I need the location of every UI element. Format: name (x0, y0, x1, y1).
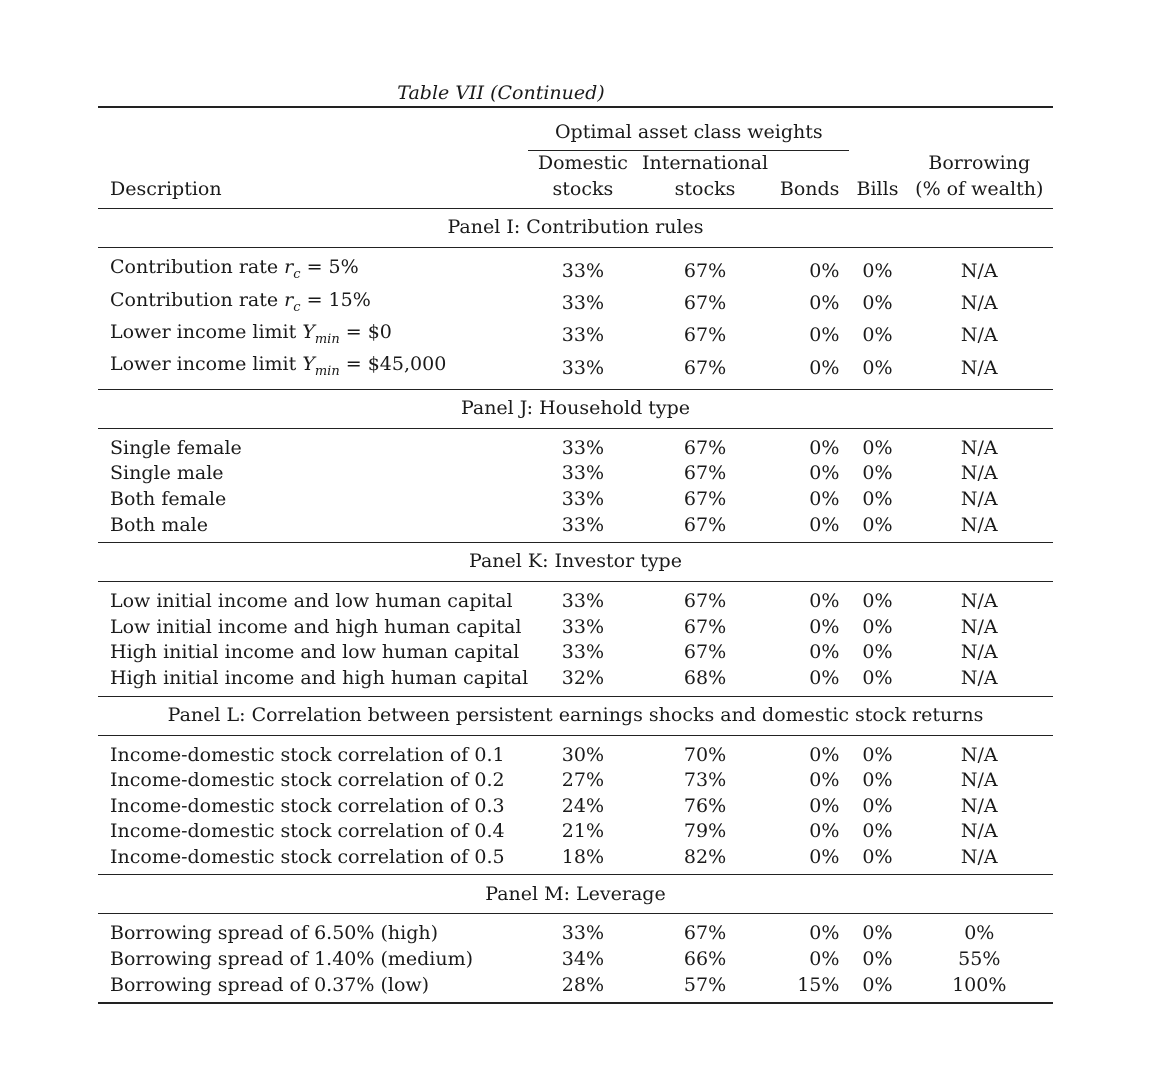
domestic-weight: 34% (561, 948, 604, 971)
borrowing-value: N/A (960, 259, 998, 282)
bills-weight: 0% (862, 324, 893, 347)
row-description: Single male (110, 462, 224, 485)
row-description: Both male (110, 513, 208, 536)
bills-weight: 0% (862, 615, 893, 638)
row-description (98, 248, 528, 288)
international-weight: 79% (683, 820, 727, 843)
row-description (98, 320, 528, 352)
table-row (98, 640, 1053, 666)
borrowing-value: N/A (960, 666, 998, 689)
international-weight: 67% (683, 324, 727, 347)
table-caption: Table VII (Continued) (397, 82, 605, 104)
bills-weight: 0% (862, 769, 893, 792)
borrowing-value: N/A (960, 590, 998, 613)
borrowing-value: N/A (960, 615, 998, 638)
col-header-borrowing: Borrowing (% of wealth) (915, 152, 1044, 200)
domestic-weight: 33% (561, 324, 604, 347)
table-row (98, 794, 1053, 820)
borrowing-value: N/A (960, 513, 998, 536)
international-weight: 67% (683, 487, 727, 510)
domestic-weight: 33% (561, 356, 604, 379)
table-row (98, 248, 1053, 288)
bonds-weight: 0% (809, 590, 840, 613)
international-weight: 67% (683, 590, 727, 613)
borrowing-value: N/A (960, 436, 998, 459)
col-header-bills: Bills (856, 177, 899, 200)
group-header: Optimal asset class weights (528, 107, 849, 151)
panel-title: Panel M: Leverage (485, 882, 666, 905)
bills-weight: 0% (862, 590, 893, 613)
table-row (98, 973, 1053, 1004)
table-row (98, 735, 1053, 768)
international-weight: 67% (683, 462, 727, 485)
description-text: Lower income limit (110, 353, 303, 376)
row-description: Low initial income and low human capital (110, 590, 513, 613)
borrowing-value: N/A (960, 845, 998, 868)
table-row (98, 666, 1053, 696)
bonds-weight: 0% (809, 513, 840, 536)
table-row (98, 487, 1053, 513)
borrowing-value: 100% (952, 973, 1007, 996)
domestic-weight: 33% (561, 590, 604, 613)
description-value: = $0 (339, 320, 392, 343)
bills-weight: 0% (862, 436, 893, 459)
table-row (98, 461, 1053, 487)
row-description: Income-domestic stock correlation of 0.3 (110, 794, 505, 817)
bills-weight: 0% (862, 462, 893, 485)
row-description: Borrowing spread of 6.50% (high) (110, 922, 439, 945)
col-header-description: Description (110, 177, 222, 200)
bills-weight: 0% (862, 666, 893, 689)
borrowing-value: N/A (960, 324, 998, 347)
results-table (98, 106, 1053, 1004)
col-header-international: International stocks (641, 152, 769, 200)
international-weight: 76% (683, 794, 727, 817)
international-weight: 57% (683, 973, 727, 996)
borrowing-value: N/A (960, 641, 998, 664)
domestic-weight: 33% (561, 487, 604, 510)
bills-weight: 0% (862, 291, 893, 314)
domestic-weight: 27% (561, 769, 604, 792)
domestic-weight: 32% (561, 666, 604, 689)
table-row (98, 947, 1053, 973)
international-weight: 66% (683, 948, 727, 971)
table-row (98, 288, 1053, 320)
international-weight: 67% (683, 615, 727, 638)
bills-weight: 0% (862, 845, 893, 868)
bonds-weight: 0% (809, 948, 840, 971)
description-value: = 15% (300, 288, 371, 311)
domestic-weight: 33% (561, 436, 604, 459)
international-weight: 67% (683, 259, 727, 282)
domestic-weight: 21% (561, 820, 604, 843)
international-weight: 82% (683, 845, 727, 868)
international-weight: 67% (683, 356, 727, 379)
international-weight: 68% (683, 666, 727, 689)
borrowing-value: N/A (960, 487, 998, 510)
international-weight: 73% (683, 769, 727, 792)
bonds-weight: 0% (809, 291, 840, 314)
description-value: = $45,000 (339, 353, 447, 376)
panel-header-row (98, 875, 1053, 914)
table-row (98, 428, 1053, 461)
domestic-weight: 33% (561, 513, 604, 536)
math-symbol: $Y_{min}$ (302, 320, 340, 347)
bonds-weight: 0% (809, 641, 840, 664)
description-text: Contribution rate (110, 256, 285, 279)
panel-title: Panel L: Correlation between persistent earnings shocks and domestic stock returns (167, 703, 984, 726)
row-description: Low initial income and high human capital (110, 615, 522, 638)
description-text: Lower income limit (110, 320, 303, 343)
domestic-weight: 33% (561, 291, 604, 314)
table-row (98, 320, 1053, 352)
bonds-weight: 0% (809, 487, 840, 510)
bonds-weight: 15% (797, 973, 840, 996)
table-row (98, 352, 1053, 389)
row-description: Single female (110, 436, 242, 459)
bills-weight: 0% (862, 743, 893, 766)
domestic-weight: 28% (561, 973, 604, 996)
table-row (98, 768, 1053, 794)
domestic-weight: 18% (561, 845, 604, 868)
row-description: High initial income and high human capital (110, 666, 529, 689)
panel-header-row (98, 389, 1053, 428)
col-header-bonds: Bonds (779, 177, 840, 200)
row-description: Income-domestic stock correlation of 0.5 (110, 845, 505, 868)
bonds-weight: 0% (809, 794, 840, 817)
domestic-weight: 33% (561, 615, 604, 638)
bonds-weight: 0% (809, 356, 840, 379)
table-row (98, 513, 1053, 543)
table-row (98, 615, 1053, 641)
borrowing-value: N/A (960, 820, 998, 843)
panel-title: Panel I: Contribution rules (447, 216, 704, 239)
domestic-weight: 33% (561, 922, 604, 945)
row-description (98, 288, 528, 320)
bonds-weight: 0% (809, 436, 840, 459)
description-text: Contribution rate (110, 288, 285, 311)
bonds-weight: 0% (809, 845, 840, 868)
bonds-weight: 0% (809, 743, 840, 766)
borrowing-value: N/A (960, 291, 998, 314)
international-weight: 67% (683, 436, 727, 459)
bills-weight: 0% (862, 794, 893, 817)
bills-weight: 0% (862, 820, 893, 843)
row-description: Income-domestic stock correlation of 0.1 (110, 743, 505, 766)
domestic-weight: 33% (561, 259, 604, 282)
domestic-weight: 33% (561, 462, 604, 485)
table-row (98, 582, 1053, 615)
bills-weight: 0% (862, 948, 893, 971)
domestic-weight: 30% (561, 743, 604, 766)
math-symbol: $r_c$ (284, 256, 301, 282)
domestic-weight: 33% (561, 641, 604, 664)
bonds-weight: 0% (809, 462, 840, 485)
row-description (98, 352, 528, 389)
panel-title: Panel J: Household type (460, 396, 691, 419)
bonds-weight: 0% (809, 922, 840, 945)
borrowing-value: N/A (960, 743, 998, 766)
panel-title: Panel K: Investor type (469, 550, 682, 573)
panel-header-row (98, 543, 1053, 582)
bonds-weight: 0% (809, 324, 840, 347)
bills-weight: 0% (862, 356, 893, 379)
bills-weight: 0% (862, 487, 893, 510)
borrowing-value: N/A (960, 769, 998, 792)
description-value: = 5% (300, 256, 359, 279)
row-description: Income-domestic stock correlation of 0.2 (110, 769, 505, 792)
bonds-weight: 0% (809, 666, 840, 689)
bills-weight: 0% (862, 641, 893, 664)
borrowing-value: N/A (960, 794, 998, 817)
math-symbol: $r_c$ (284, 288, 301, 315)
table-row (98, 819, 1053, 845)
row-description: Borrowing spread of 0.37% (low) (110, 973, 430, 996)
row-description: Income-domestic stock correlation of 0.4 (110, 820, 505, 843)
borrowing-value: 0% (964, 922, 995, 945)
borrowing-value: N/A (960, 462, 998, 485)
bonds-weight: 0% (809, 259, 840, 282)
table-row (98, 914, 1053, 947)
bills-weight: 0% (862, 513, 893, 536)
bills-weight: 0% (862, 259, 893, 282)
international-weight: 67% (683, 922, 727, 945)
borrowing-value: 55% (958, 948, 1001, 971)
bonds-weight: 0% (809, 615, 840, 638)
borrowing-value: N/A (960, 356, 998, 379)
domestic-weight: 24% (561, 794, 604, 817)
bonds-weight: 0% (809, 769, 840, 792)
bills-weight: 0% (862, 973, 893, 996)
bills-weight: 0% (862, 922, 893, 945)
international-weight: 67% (683, 641, 727, 664)
math-symbol: $Y_{min}$ (302, 353, 340, 380)
international-weight: 67% (683, 513, 727, 536)
table-row (98, 845, 1053, 875)
panel-header-row (98, 696, 1053, 735)
international-weight: 67% (683, 291, 727, 314)
bonds-weight: 0% (809, 820, 840, 843)
row-description: High initial income and low human capital (110, 641, 520, 664)
row-description: Borrowing spread of 1.40% (medium) (110, 948, 474, 971)
row-description: Both female (110, 487, 227, 510)
international-weight: 70% (683, 743, 727, 766)
col-header-domestic: Domestic stocks (537, 152, 628, 200)
panel-header-row (98, 209, 1053, 248)
